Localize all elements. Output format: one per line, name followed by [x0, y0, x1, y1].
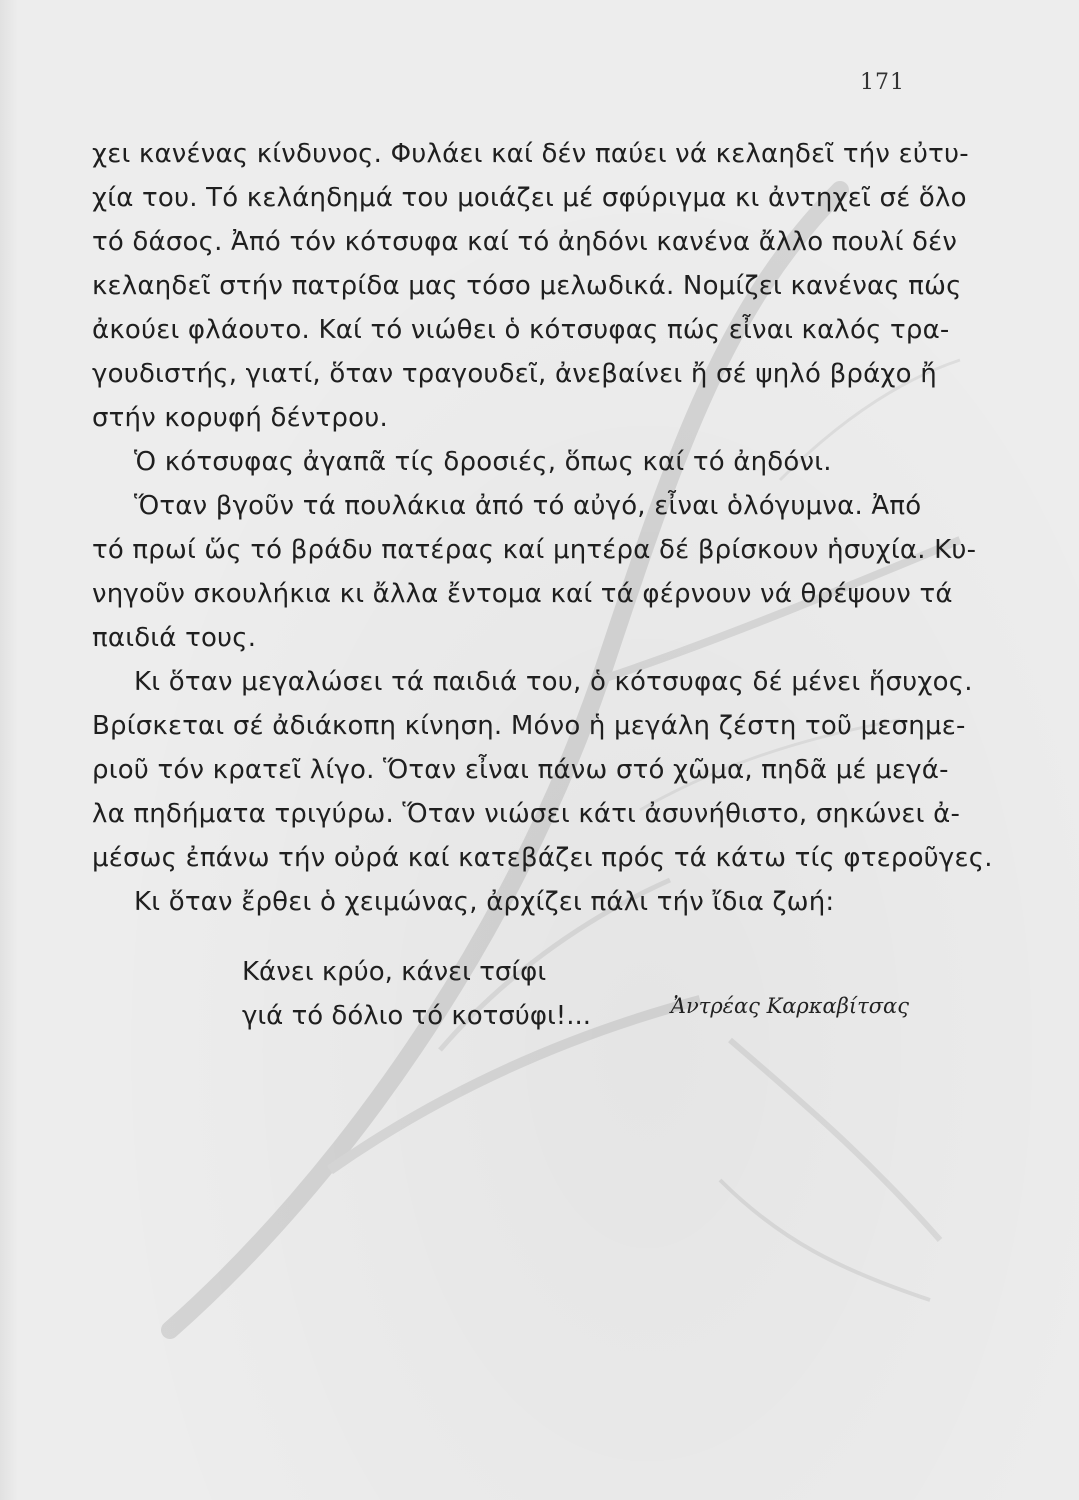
body-line-9: Ὅταν βγοῦν τά πουλάκια ἀπό τό αὐγό, εἶναι ὁλόγυμνα. Ἀπό	[134, 491, 922, 521]
body-line-12: παιδιά τους.	[92, 623, 257, 653]
body-line-1: χει κανένας κίνδυνος. Φυλάει καί δέν παύει νά κελαηδεῖ τήν εὐτυ-	[92, 139, 969, 169]
page-number: 171	[860, 70, 905, 95]
body-line-2: χία του. Τό κελάηδημά του μοιάζει μέ σφύριγμα κι ἀντηχεῖ σέ ὅλο	[92, 183, 967, 213]
body-line-7: στήν κορυφή δέντρου.	[92, 403, 388, 433]
poem-line-1: Κάνει κρύο, κάνει τσίφι	[242, 957, 547, 987]
body-line-13: Κι ὅταν μεγαλώσει τά παιδιά του, ὁ κότσυφας δέ μένει ἥσυχος.	[134, 667, 973, 697]
body-line-14: Βρίσκεται σέ ἀδιάκοπη κίνηση. Μόνο ἡ μεγάλη ζέστη τοῦ μεσημε-	[92, 711, 966, 741]
body-line-11: νηγοῦν σκουλήκια κι ἄλλα ἔντομα καί τά φέρνουν νά θρέψουν τά	[92, 579, 953, 609]
body-line-5: ἀκούει φλάουτο. Καί τό νιώθει ὁ κότσυφας πώς εἶναι καλός τρα-	[92, 315, 950, 345]
body-line-8: Ὁ κότσυφας ἀγαπᾶ τίς δροσιές, ὅπως καί τό ἀηδόνι.	[134, 447, 832, 477]
body-line-18: Κι ὅταν ἔρθει ὁ χειμώνας, ἀρχίζει πάλι τήν ἴδια ζωή:	[134, 887, 835, 917]
body-line-10: τό πρωί ὥς τό βράδυ πατέρας καί μητέρα δέ βρίσκουν ἡσυχία. Κυ-	[92, 535, 977, 565]
body-line-6: γουδιστής, γιατί, ὅταν τραγουδεῖ, ἀνεβαίνει ἤ σέ ψηλό βράχο ἤ	[92, 359, 937, 389]
author-signature: Ἀντρέας Καρκαβίτσας	[670, 994, 909, 1018]
poem-line-2: γιά τό δόλιο τό κοτσύφι!...	[242, 1001, 591, 1031]
body-line-17: μέσως ἐπάνω τήν οὐρά καί κατεβάζει πρός τά κάτω τίς φτεροῦγες.	[92, 843, 993, 873]
body-line-15: ριοῦ τόν κρατεῖ λίγο. Ὅταν εἶναι πάνω στό χῶμα, πηδᾶ μέ μεγά-	[92, 755, 949, 785]
body-line-16: λα πηδήματα τριγύρω. Ὅταν νιώσει κάτι ἀσυνήθιστο, σηκώνει ἀ-	[92, 799, 961, 829]
body-line-4: κελαηδεῖ στήν πατρίδα μας τόσο μελωδικά. Νομίζει κανένας πώς	[92, 271, 962, 301]
body-line-3: τό δάσος. Ἀπό τόν κότσυφα καί τό ἀηδόνι κανένα ἄλλο πουλί δέν	[92, 227, 958, 257]
